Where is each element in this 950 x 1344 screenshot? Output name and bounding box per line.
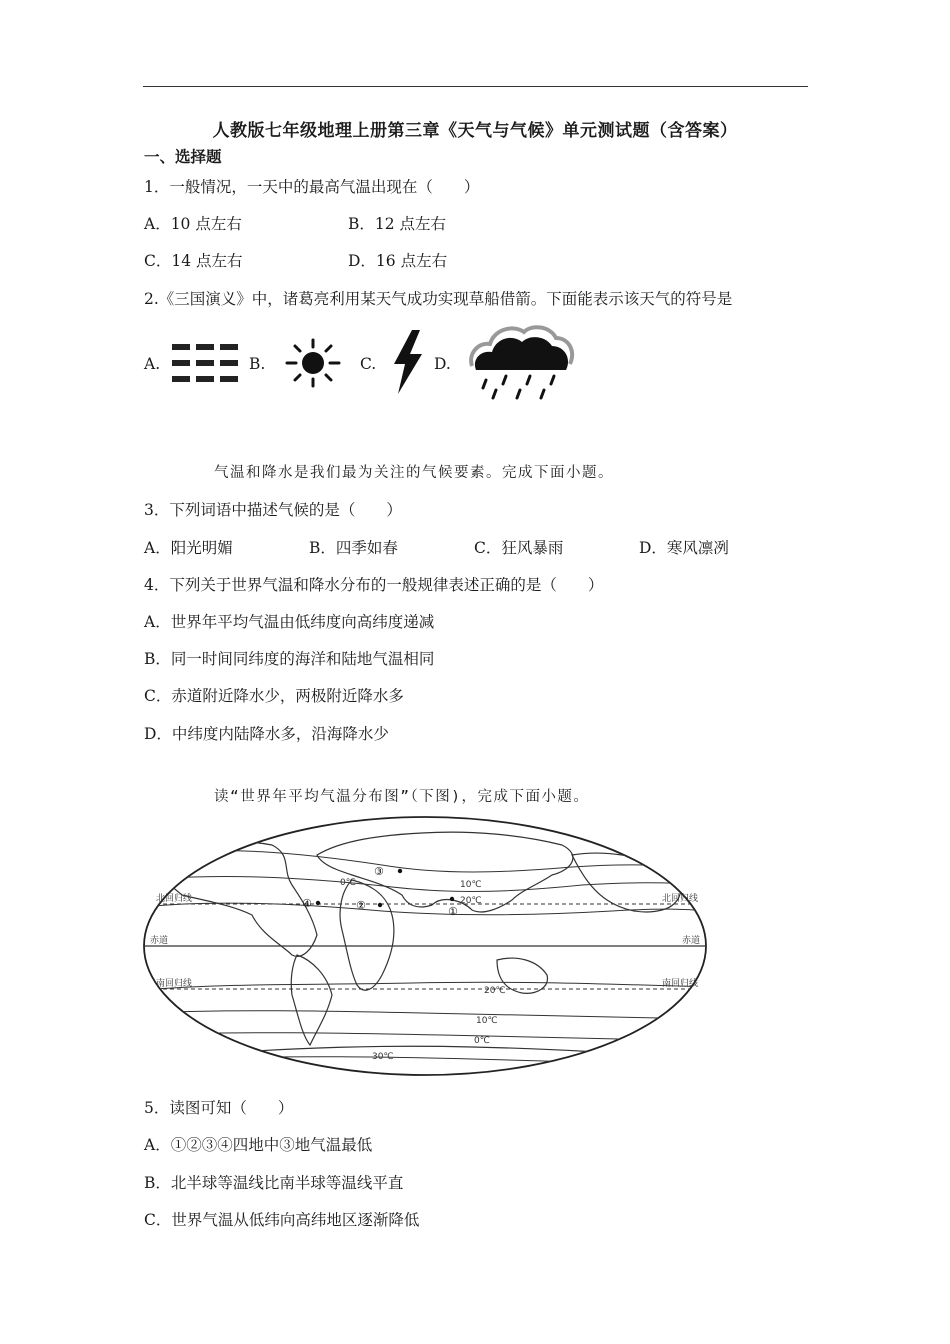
map-label-north-tropic: 北回归线 (156, 894, 193, 904)
map-label-iso-10s: 10℃ (476, 1016, 498, 1026)
question-5-stem: 5．读图可知（ ） (144, 1099, 294, 1117)
question-3-option-b[interactable]: B．四季如春 (309, 539, 398, 557)
map-label-south-tropic-right: 南回归线 (662, 979, 699, 989)
document-title: 人教版七年级地理上册第三章《天气与气候》单元测试题（含答案） (212, 121, 738, 141)
map-label-iso-20: 20℃ (460, 896, 482, 906)
question-4-option-d[interactable]: D．中纬度内陆降水多，沿海降水少 (144, 725, 389, 743)
question-4-option-b[interactable]: B．同一时间同纬度的海洋和陆地气温相同 (144, 650, 435, 668)
section-heading: 一、选择题 (144, 147, 222, 166)
rain-cloud-symbol-icon[interactable] (466, 324, 576, 400)
question-3-stem: 3．下列词语中描述气候的是（ ） (144, 501, 402, 519)
world-temperature-map (142, 815, 708, 1077)
question-5-option-b[interactable]: B．北半球等温线比南半球等温线平直 (144, 1174, 404, 1192)
map-label-north-tropic-right: 北回归线 (662, 894, 699, 904)
question-5-option-a[interactable]: A．①②③④四地中③地气温最低 (144, 1136, 373, 1154)
question-2-label-b[interactable]: B. (249, 355, 266, 373)
question-2-label-d[interactable]: D. (434, 355, 451, 373)
question-5-option-c[interactable]: C．世界气温从低纬向高纬地区逐渐降低 (144, 1211, 420, 1229)
map-label-equator: 赤道 (150, 936, 169, 946)
question-2-label-a[interactable]: A. (144, 355, 161, 373)
question-3-option-c[interactable]: C．狂风暴雨 (474, 539, 564, 557)
question-3-option-d[interactable]: D．寒风凛冽 (639, 539, 729, 557)
map-label-iso-10: 10℃ (460, 880, 482, 890)
question-4-option-a[interactable]: A．世界年平均气温由低纬度向高纬度递减 (144, 613, 435, 631)
question-1-option-a[interactable]: A．10 点左右 (144, 215, 242, 233)
map-marker-2: ② (356, 899, 366, 912)
question-1-option-b[interactable]: B．12 点左右 (348, 215, 447, 233)
map-label-iso-0: 0℃ (340, 878, 356, 888)
map-label-iso-0s: 0℃ (474, 1036, 490, 1046)
question-1-option-c[interactable]: C．14 点左右 (144, 252, 243, 270)
lightning-symbol-icon[interactable] (390, 330, 426, 394)
passage-intro-2: 读“世界年平均气温分布图”（下图)，完成下面小题。 (214, 789, 590, 805)
question-2-label-c[interactable]: C. (360, 355, 377, 373)
question-3-option-a[interactable]: A．阳光明媚 (144, 539, 233, 557)
map-label-equator-right: 赤道 (682, 936, 701, 946)
question-1-stem: 1．一般情况，一天中的最高气温出现在（ ） (144, 178, 480, 196)
map-label-iso-20s: 20℃ (484, 986, 506, 996)
map-marker-1: ① (448, 905, 458, 918)
question-4-option-c[interactable]: C．赤道附近降水少，两极附近降水多 (144, 687, 404, 705)
map-marker-4: ④ (302, 897, 312, 910)
question-2-stem: 2.《三国演义》中，诸葛亮利用某天气成功实现草船借箭。下面能表示该天气的符号是 (144, 290, 733, 308)
passage-intro-1: 气温和降水是我们最为关注的气候要素。完成下面小题。 (214, 465, 614, 481)
map-label-south-tropic: 南回归线 (156, 979, 193, 989)
map-label-iso-30: 30℃ (372, 1052, 394, 1062)
map-marker-3: ③ (374, 865, 384, 878)
question-1-option-d[interactable]: D．16 点左右 (348, 252, 448, 270)
fog-symbol-icon[interactable] (172, 342, 242, 386)
sunny-symbol-icon[interactable] (284, 336, 342, 388)
header-rule (143, 86, 808, 87)
question-4-stem: 4．下列关于世界气温和降水分布的一般规律表述正确的是（ ） (144, 576, 604, 594)
